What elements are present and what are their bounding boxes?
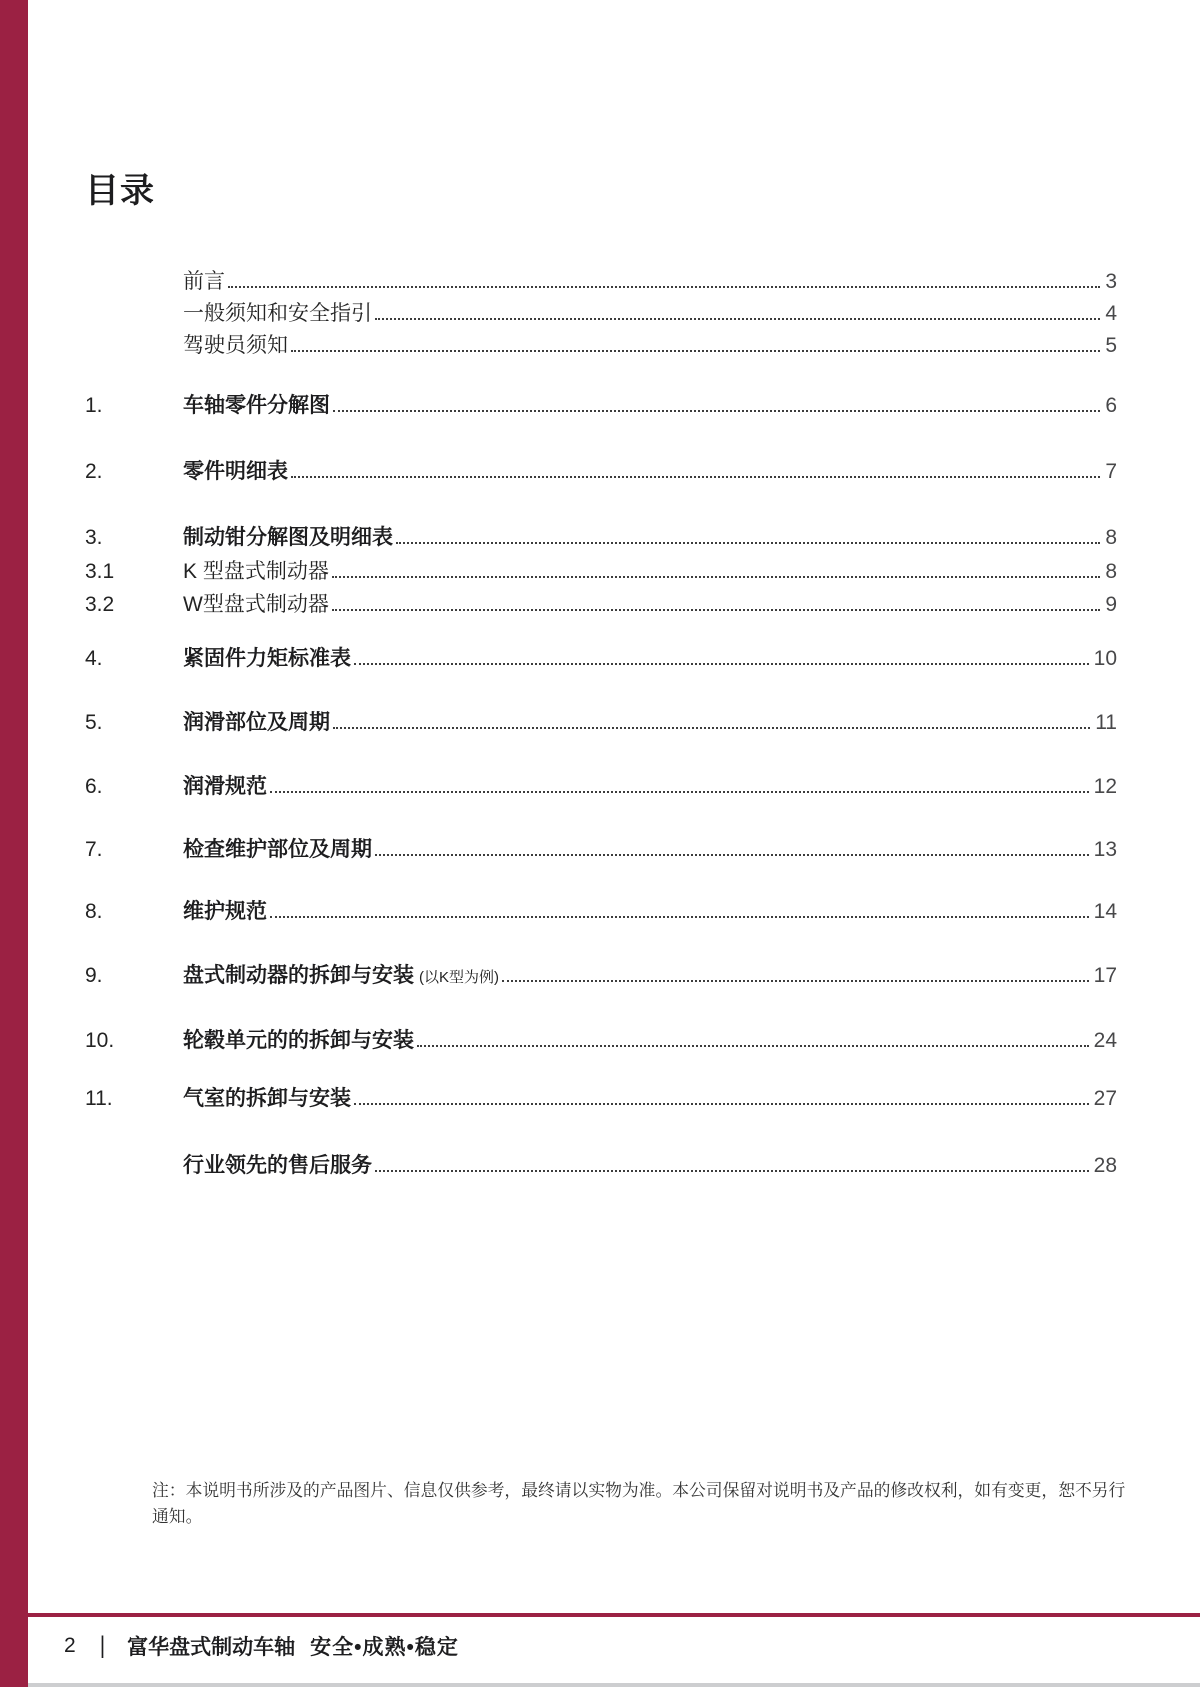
dot-leader [270,916,1089,918]
entry-page-number: 5 [1105,334,1117,357]
entry-number: 7. [85,838,103,861]
entry-label: K 型盘式制动器 [183,560,329,583]
entry-page-number: 8 [1105,526,1117,549]
page-bottom-edge [28,1683,1200,1687]
footer-accent-rule [28,1613,1200,1617]
toc-entry-3-1 [85,558,1117,585]
entry-page-number: 4 [1105,302,1117,325]
toc-entry-driver-notice [85,332,1117,359]
entry-label: 气室的拆卸与安装 [183,1087,351,1110]
entry-page-number: 7 [1105,460,1117,483]
dot-leader [228,286,1100,288]
toc-entry-1 [85,392,1117,419]
footer-slogan: 安全•成熟•稳定 [310,1636,459,1659]
toc-entry-5 [85,709,1117,736]
entry-label: 润滑规范 [183,775,267,798]
entry-label: 检查维护部位及周期 [183,838,372,861]
entry-page-number: 17 [1093,964,1117,987]
toc-entry-3 [85,524,1117,551]
dot-leader [332,609,1100,611]
entry-label: 零件明细表 [183,460,288,483]
dot-leader [333,410,1100,412]
toc-entry-general-safety [85,300,1117,327]
entry-number: 11. [85,1087,113,1110]
entry-label: 行业领先的售后服务 [183,1154,372,1177]
table-of-contents [85,0,1117,1300]
entry-page-number: 24 [1093,1029,1117,1052]
dot-leader [396,542,1100,544]
toc-entry-9 [85,962,1117,989]
dot-leader [333,727,1090,729]
toc-entry-2 [85,458,1117,485]
dot-leader [291,476,1100,478]
entry-label: 一般须知和安全指引 [183,302,372,325]
entry-number: 4. [85,647,103,670]
left-accent-bar [0,0,28,1687]
toc-entry-after-sales [85,1152,1117,1179]
toc-entry-preface [85,268,1117,295]
entry-label: 制动钳分解图及明细表 [183,526,393,549]
entry-page-number: 8 [1105,560,1117,583]
entry-label: 盘式制动器的拆卸与安装 [183,964,414,987]
entry-page-number: 14 [1093,900,1117,923]
dot-leader [354,663,1089,665]
entry-label: 维护规范 [183,900,267,923]
footer-separator: | [99,1632,106,1659]
dot-leader [375,1170,1089,1172]
entry-number: 9. [85,964,103,987]
toc-entry-10 [85,1027,1117,1054]
entry-page-number: 9 [1105,593,1117,616]
entry-page-number: 6 [1105,394,1117,417]
entry-number: 5. [85,711,103,734]
dot-leader [332,576,1100,578]
dot-leader [502,980,1089,982]
entry-label: 车轴零件分解图 [183,394,330,417]
entry-number: 3. [85,526,103,549]
entry-label: 前言 [183,270,225,293]
dot-leader [375,854,1089,856]
page-title: 目录 [85,172,155,210]
footer-brand: 富华盘式制动车轴 [127,1636,296,1659]
footer [64,1630,1200,1662]
dot-leader [270,791,1089,793]
entry-page-number: 13 [1093,838,1117,861]
dot-leader [417,1045,1089,1047]
toc-entry-11 [85,1085,1117,1112]
entry-page-number: 12 [1093,775,1117,798]
footer-page-number: 2 [64,1634,76,1657]
entry-label: 轮毂单元的的拆卸与安装 [183,1029,414,1052]
entry-page-number: 28 [1093,1154,1117,1177]
entry-number: 3.1 [85,560,115,583]
entry-label: 紧固件力矩标准表 [183,647,351,670]
toc-entry-8 [85,898,1117,925]
dot-leader [354,1103,1089,1105]
entry-number: 2. [85,460,103,483]
toc-entry-3-2 [85,591,1117,618]
entry-number: 8. [85,900,103,923]
disclaimer-note: 注：本说明书所涉及的产品图片、信息仅供参考，最终请以实物为准。本公司保留对说明书及产品的修改权利，如有变更，恕不另行通知。 [152,1481,1126,1526]
entry-number: 10. [85,1029,115,1052]
entry-page-number: 11 [1095,711,1117,734]
dot-leader [291,350,1100,352]
dot-leader [375,318,1100,320]
entry-page-number: 3 [1105,270,1117,293]
entry-page-number: 27 [1093,1087,1117,1110]
toc-entry-6 [85,773,1117,800]
entry-page-number: 10 [1093,647,1117,670]
entry-number: 6. [85,775,103,798]
entry-number: 1. [85,394,103,417]
entry-number: 3.2 [85,593,115,616]
toc-entry-4 [85,645,1117,672]
entry-label: 驾驶员须知 [183,334,288,357]
entry-label-suffix: (以K型为例) [419,969,499,986]
entry-label: W型盘式制动器 [183,593,329,616]
toc-entry-7 [85,836,1117,863]
entry-label: 润滑部位及周期 [183,711,330,734]
